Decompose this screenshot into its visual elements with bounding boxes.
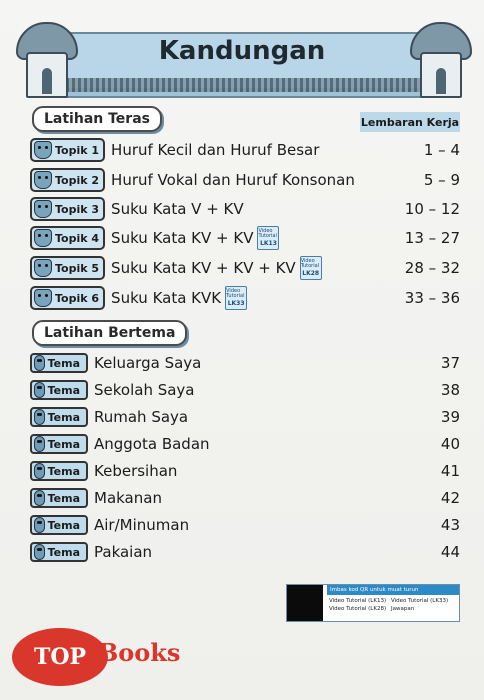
page-range: 10 – 12: [404, 200, 460, 218]
tema-badge: [30, 407, 88, 427]
topic-badge: [30, 138, 105, 162]
hippo-face-icon: [34, 409, 45, 425]
logo-circle: [12, 628, 108, 686]
topic-badge-label: Topik 3: [55, 202, 100, 216]
tema-badge-label: Tema: [47, 410, 80, 424]
hippo-face-icon: [34, 517, 45, 533]
tema-badge: [30, 461, 88, 481]
hippo-face-icon: [34, 382, 45, 398]
page-number: 39: [440, 408, 460, 426]
logo-top-text: TOP: [33, 644, 87, 670]
title-banner: [16, 14, 468, 96]
qr-code[interactable]: [287, 585, 323, 621]
page-number: 37: [440, 354, 460, 372]
topic-badge: [30, 168, 105, 192]
cow-face-icon: [34, 229, 52, 247]
topic-badge-label: Topik 5: [55, 261, 100, 275]
tema-row[interactable]: [30, 540, 460, 564]
tema-row[interactable]: [30, 513, 460, 537]
page-title: Kandungan: [158, 36, 326, 66]
topic-badge: [30, 286, 105, 310]
tema-row[interactable]: [30, 378, 460, 402]
video-tutorial-label: Video Tutorial: [258, 228, 277, 239]
topic-title: Huruf Kecil dan Huruf Besar: [111, 141, 320, 159]
section-heading-latihan-teras: Latihan Teras: [32, 106, 162, 132]
video-code: LK33: [227, 300, 245, 307]
topic-badge: [30, 226, 105, 250]
tema-title: Keluarga Saya: [94, 354, 202, 372]
hippo-face-icon: [34, 355, 45, 371]
page-range: 1 – 4: [423, 141, 460, 159]
cow-face-icon: [34, 171, 52, 189]
video-tutorial-icon[interactable]: [257, 226, 279, 250]
tema-title: Kebersihan: [94, 462, 178, 480]
tema-title: Air/Minuman: [94, 516, 190, 534]
page-number: 44: [440, 543, 460, 561]
page-number: 41: [440, 462, 460, 480]
tema-row[interactable]: [30, 405, 460, 429]
banner-grass: [60, 78, 424, 92]
tema-badge: [30, 488, 88, 508]
qr-item: Jawapan: [391, 606, 415, 612]
tema-title: Pakaian: [94, 543, 153, 561]
hippo-face-icon: [34, 463, 45, 479]
topic-badge-label: Topik 6: [55, 291, 100, 305]
tema-badge-label: Tema: [47, 383, 80, 397]
tema-row[interactable]: [30, 459, 460, 483]
cow-face-icon: [34, 141, 52, 159]
tema-row[interactable]: [30, 432, 460, 456]
topic-row[interactable]: [30, 138, 460, 162]
topic-title: Huruf Vokal dan Huruf Konsonan: [111, 171, 355, 189]
tema-badge-label: Tema: [47, 437, 80, 451]
topic-title: Suku Kata V + KV: [111, 200, 244, 218]
tema-title: Makanan: [94, 489, 162, 507]
page-range: 5 – 9: [423, 171, 460, 189]
topic-title: Suku Kata KV + KV: [111, 229, 254, 247]
tema-badge-label: Tema: [47, 464, 80, 478]
tema-badge: [30, 515, 88, 535]
topic-row[interactable]: [30, 168, 460, 192]
topbooks-logo: [12, 628, 192, 686]
video-tutorial-icon[interactable]: [300, 256, 322, 280]
tema-badge-label: Tema: [47, 491, 80, 505]
topic-title: Suku Kata KV + KV + KV: [111, 259, 296, 277]
page-range: 28 – 32: [404, 259, 460, 277]
tema-badge: [30, 353, 88, 373]
page-range: 13 – 27: [404, 229, 460, 247]
topic-badge: [30, 256, 105, 280]
page-number: 42: [440, 489, 460, 507]
video-tutorial-icon[interactable]: [225, 286, 247, 310]
topic-badge-label: Topik 2: [55, 173, 100, 187]
topic-row[interactable]: [30, 226, 460, 250]
qr-item: Video Tutorial (LK28): [329, 606, 387, 612]
hippo-face-icon: [34, 436, 45, 452]
tema-badge-label: Tema: [47, 545, 80, 559]
tema-title: Rumah Saya: [94, 408, 189, 426]
topic-row[interactable]: [30, 197, 460, 221]
tema-title: Anggota Badan: [94, 435, 210, 453]
hippo-face-icon: [34, 490, 45, 506]
lembaran-kerja-label: Lembaran Kerja: [360, 112, 460, 132]
video-code: LK13: [260, 240, 277, 247]
topic-badge-label: Topik 4: [55, 231, 100, 245]
page-number: 43: [440, 516, 460, 534]
qr-download-list: [329, 597, 457, 613]
tema-badge-label: Tema: [47, 518, 80, 532]
page-range: 33 – 36: [404, 289, 460, 307]
page-number: 40: [440, 435, 460, 453]
qr-item: Video Tutorial (LK33): [391, 598, 449, 604]
tema-row[interactable]: [30, 351, 460, 375]
qr-download-box: [286, 584, 460, 622]
section-heading-latihan-bertema: Latihan Bertema: [32, 320, 187, 346]
topic-row[interactable]: [30, 286, 460, 310]
tema-badge: [30, 380, 88, 400]
tema-title: Sekolah Saya: [94, 381, 195, 399]
tema-badge-label: Tema: [47, 356, 80, 370]
tema-badge: [30, 434, 88, 454]
topic-row[interactable]: [30, 256, 460, 280]
cow-face-icon: [34, 200, 52, 218]
logo-books-text: Books: [98, 638, 181, 667]
tema-row[interactable]: [30, 486, 460, 510]
qr-heading: Imbas kod QR untuk muat turun: [327, 585, 459, 595]
cow-face-icon: [34, 259, 52, 277]
video-tutorial-label: Video Tutorial: [226, 288, 245, 299]
topic-badge-label: Topik 1: [55, 143, 100, 157]
qr-item: Video Tutorial (LK13): [329, 598, 387, 604]
video-code: LK28: [302, 270, 320, 277]
topic-title: Suku Kata KVK: [111, 289, 222, 307]
tema-badge: [30, 542, 88, 562]
page-number: 38: [440, 381, 460, 399]
topic-badge: [30, 197, 105, 221]
hippo-face-icon: [34, 544, 45, 560]
cow-face-icon: [34, 289, 52, 307]
video-tutorial-label: Video Tutorial: [300, 258, 320, 269]
